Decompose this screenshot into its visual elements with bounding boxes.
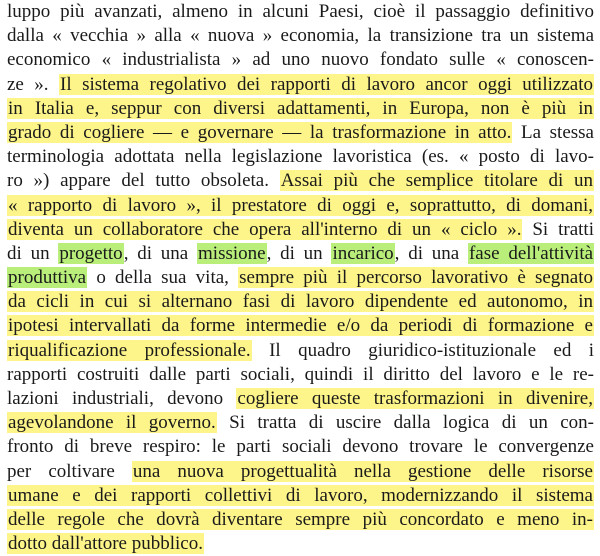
text-line — [7, 169, 594, 193]
text-span: , di una — [394, 242, 468, 264]
green-highlight: missione — [198, 242, 266, 264]
text-line — [7, 24, 594, 48]
text-span: La stessa — [512, 121, 594, 143]
text-line — [7, 48, 594, 72]
text-line — [7, 121, 594, 145]
text-line — [7, 411, 594, 435]
text-span: ro ») appare del tutto obsoleta. — [7, 170, 280, 192]
text-span: Si tratti — [522, 218, 594, 240]
text-span: dalla « vecchia » alla « nuova » economia, la transizione tra un sistema — [7, 25, 594, 47]
text-line — [7, 97, 594, 121]
green-highlight: fase dell'attività — [468, 242, 594, 264]
text-span: lazioni industriali, devono — [7, 388, 237, 409]
text-line — [7, 339, 594, 363]
text-line — [7, 0, 594, 24]
yellow-highlight: da cicli in cui si alternano fasi di lavoro dipendente ed autonomo, in — [8, 291, 593, 313]
text-span: o della sua vita, — [87, 267, 239, 289]
text-line — [7, 435, 594, 459]
text-line — [7, 73, 594, 97]
text-span: Si tratta di uscire dalla logica di un con- — [216, 412, 594, 434]
yellow-highlight: delle regole che dovrà diventare sempre più concordato e meno in- — [8, 508, 593, 530]
text-span: di un — [7, 242, 59, 264]
yellow-highlight: umane e dei rapporti collettivi di lavoro, modernizzando il sistema — [8, 484, 593, 506]
yellow-highlight: agevolandone il governo. — [8, 412, 216, 434]
text-line — [7, 194, 594, 218]
text-span: luppo più avanzati, almeno in alcuni Paesi, cioè il passaggio definitivo — [7, 1, 594, 22]
text-line — [7, 508, 594, 532]
text-span: , di un — [266, 242, 332, 264]
text-line — [7, 242, 594, 266]
yellow-highlight: in Italia e, seppur con diversi adattamenti, in Europa, non è più in — [8, 97, 593, 119]
green-highlight: incarico — [332, 242, 394, 264]
text-span: fronto di breve respiro: le parti sociali devono trovare le convergenze — [7, 436, 594, 458]
text-span: economico « industrialista » ad uno nuovo fondato sulle « conoscen- — [7, 49, 594, 71]
document-text — [7, 0, 594, 556]
text-line — [7, 484, 594, 508]
text-span: ze ». — [7, 73, 60, 95]
yellow-highlight: cogliere queste trasformazioni in divenire, — [237, 388, 593, 409]
text-line — [7, 290, 594, 314]
yellow-highlight: dotto dall'attore pubblico. — [8, 533, 203, 555]
text-line — [7, 218, 594, 242]
text-line — [7, 314, 594, 338]
text-line — [7, 387, 594, 411]
text-span: terminologia adottata nella legislazione lavoristica (es. « posto di lavo- — [7, 146, 594, 168]
green-highlight: progetto — [59, 242, 123, 264]
text-span: Il quadro giuridico-istituzionale ed i — [251, 339, 595, 361]
text-span: , di una — [123, 242, 198, 264]
text-line — [7, 363, 594, 387]
text-span: rapporti costruiti dalle parti sociali, quindi il diritto del lavoro e le re- — [7, 363, 594, 385]
yellow-highlight: sempre più il percorso lavorativo è segnato — [239, 267, 593, 289]
yellow-highlight: Il sistema regolativo dei rapporti di lavoro ancor oggi utilizzato — [60, 73, 593, 95]
green-highlight: produttiva — [8, 267, 87, 289]
yellow-highlight: ipotesi intervallati da forme intermedie e/o da periodi di formazione e — [8, 315, 593, 337]
text-line — [7, 460, 594, 484]
yellow-highlight: una nuova progettualità nella gestione delle risorse — [132, 460, 593, 482]
yellow-highlight: grado di cogliere — e governare — la trasformazione in atto. — [8, 121, 512, 143]
text-line — [7, 266, 594, 290]
text-line — [7, 145, 594, 169]
text-line — [7, 532, 594, 556]
yellow-highlight: diventa un collaboratore che opera all'interno di un « ciclo ». — [8, 218, 522, 240]
yellow-highlight: « rapporto di lavoro », il prestatore di oggi e, soprattutto, di domani, — [8, 194, 593, 216]
yellow-highlight: riqualificazione professionale. — [8, 339, 251, 361]
text-span: per coltivare — [7, 460, 132, 482]
yellow-highlight: Assai più che semplice titolare di un — [280, 170, 593, 192]
